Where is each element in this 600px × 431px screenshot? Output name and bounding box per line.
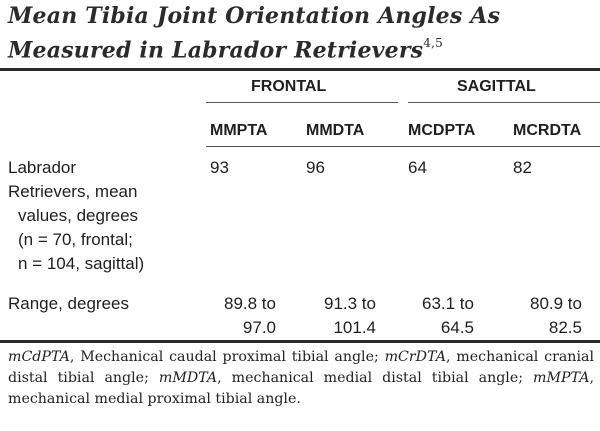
range-line: 101.4 <box>333 318 376 337</box>
abbr-term: mCdPTA <box>8 349 70 365</box>
abbr-definition: , mechanical cranial distal tibial angle; <box>8 349 594 386</box>
cell-mcdpta-range <box>408 292 474 340</box>
abbr-definition: , mechanical medial proximal tibial angle. <box>8 370 594 407</box>
abbr-term: mMPTA <box>533 370 590 386</box>
row-label-line: Retrievers, mean <box>8 182 138 201</box>
cell-mmpta-mean: 93 <box>210 158 229 177</box>
column-header-mcdpta: MCDPTA <box>408 122 476 139</box>
cell-mmpta-range <box>210 292 276 340</box>
range-line: 64.5 <box>440 318 474 337</box>
cell-mmdta-mean: 96 <box>306 158 325 177</box>
title-line-2: Measured in Labrador Retrievers <box>8 37 424 64</box>
column-header-mmdta: MMDTA <box>306 122 365 139</box>
range-line: 91.3 to <box>324 294 376 313</box>
abbr-term: mMDTA <box>158 370 218 386</box>
row-label-labrador <box>8 156 144 276</box>
cell-mmdta-range <box>306 292 376 340</box>
top-rule <box>0 68 600 71</box>
header-underline <box>206 146 600 147</box>
table-title <box>8 2 596 65</box>
range-line: 82.5 <box>548 318 582 337</box>
cell-mcdpta-mean: 64 <box>408 158 427 177</box>
range-line: 97.0 <box>242 318 276 337</box>
abbr-definition: , mechanical medial distal tibial angle; <box>217 370 534 386</box>
row-label-line: values, degrees <box>18 206 139 225</box>
row-label-line: n = 104, sagittal) <box>18 254 145 273</box>
range-line: 63.1 to <box>422 294 474 313</box>
row-label-line: Range, degrees <box>8 294 129 313</box>
row-label-line: (n = 70, frontal; <box>18 230 133 249</box>
group-header-sagittal: SAGITTAL <box>457 78 536 95</box>
abbreviations-footnote <box>8 347 594 410</box>
column-header-mcrdta: MCRDTA <box>513 122 582 139</box>
column-header-mmpta: MMPTA <box>210 122 268 139</box>
title-line-1: Mean Tibia Joint Orientation Angles As <box>8 3 501 29</box>
range-line: 80.9 to <box>530 294 582 313</box>
group-underline-frontal <box>206 102 398 103</box>
abbr-term: mCrDTA <box>384 349 446 365</box>
row-label-range <box>8 292 129 316</box>
row-label-line: Labrador <box>8 158 77 177</box>
cell-mcrdta-mean: 82 <box>513 158 532 177</box>
abbr-definition: , Mechanical caudal proximal tibial angle; <box>69 349 385 365</box>
cell-mcrdta-range <box>513 292 582 340</box>
group-underline-sagittal <box>408 102 600 103</box>
title-references: 4,5 <box>423 36 443 50</box>
bottom-rule <box>0 340 600 343</box>
range-line: 89.8 to <box>224 294 276 313</box>
group-header-frontal: FRONTAL <box>251 78 327 95</box>
